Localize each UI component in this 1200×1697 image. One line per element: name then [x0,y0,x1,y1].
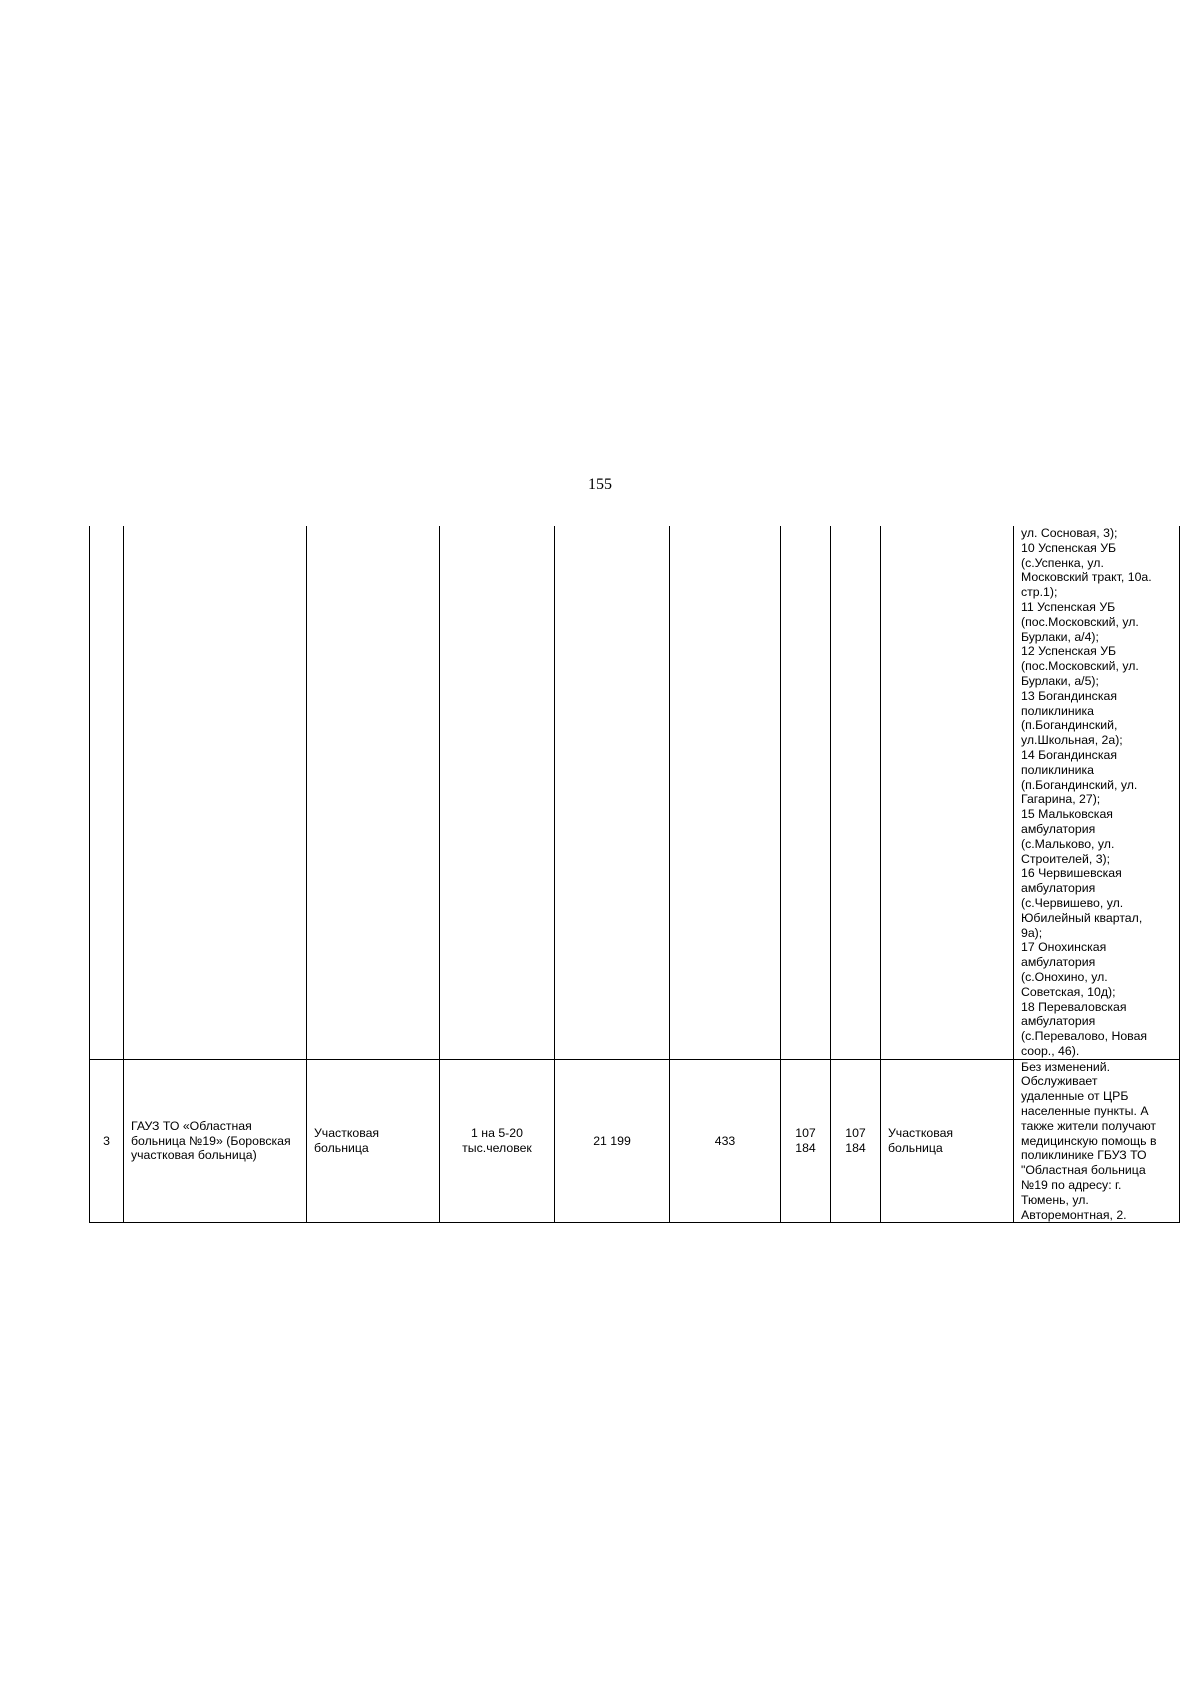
col7-line: 184 [795,1141,816,1156]
facility-type-line: Участковая [314,1126,380,1141]
notes-line: 15 Мальковская [1021,807,1113,822]
notes-line: "Областная больница [1021,1163,1146,1178]
notes-line: амбулатория [1021,1014,1096,1029]
notes-line: Авторемонтная, 2. [1021,1207,1127,1222]
col7-line: 107 [795,1126,816,1141]
notes-line: удаленные от ЦРБ [1021,1089,1129,1104]
cell-empty [555,526,670,1059]
facility-name-cell [124,1059,307,1223]
cell-empty [781,526,831,1059]
table-row [90,526,1180,1059]
norm-line: 1 на 5-20 [471,1126,523,1141]
notes-line: соор., 46). [1021,1043,1080,1058]
cell-empty [90,526,124,1059]
col8-cell [831,1059,881,1223]
notes-line: поликлиника [1021,703,1094,718]
cell-empty [881,526,1014,1059]
notes-line: 11 Успенская УБ [1021,599,1116,614]
notes-line: (пос.Московский, ул. [1021,614,1139,629]
notes-line: Тюмень, ул. [1021,1192,1089,1207]
row-number: 3 [90,1059,124,1223]
notes-line: №19 по адресу: г. [1021,1178,1122,1193]
notes-line: также жители получают [1021,1118,1157,1133]
notes-line: 10 Успенская УБ [1021,540,1117,555]
facility-type-line: больница [314,1141,369,1156]
notes-line: медицинскую помощь в [1021,1133,1157,1148]
table-row [90,1059,1180,1223]
notes-line: поликлинике ГБУЗ ТО [1021,1148,1147,1163]
facility-name-line: участковая больница) [131,1148,257,1163]
facility-name-line: больница №19» (Боровская [131,1133,291,1148]
notes-line: поликлиника [1021,762,1094,777]
notes-line: (п.Богандинский, ул. [1021,777,1138,792]
notes-line: 9а); [1021,925,1043,940]
notes-line: 18 Переваловская [1021,999,1127,1014]
col8-line: 184 [845,1141,866,1156]
cell-empty [831,526,881,1059]
notes-line: 12 Успенская УБ [1021,644,1117,659]
notes-line: ул.Школьная, 2а); [1021,733,1123,748]
notes-line: стр.1); [1021,585,1058,600]
notes-line: Бурлаки, а/5); [1021,673,1099,688]
notes-line: 17 Онохинская [1021,940,1107,955]
notes-line: Московский тракт, 10а. [1021,570,1152,585]
notes-cell [1014,1059,1180,1223]
notes-line: (с.Онохино, ул. [1021,969,1108,984]
notes-cell [1014,526,1180,1059]
notes-line: амбулатория [1021,881,1096,896]
facility-name-line: ГАУЗ ТО «Областная [131,1118,252,1133]
notes-line: Строителей, 3); [1021,851,1111,866]
facility-type-cell [307,1059,440,1223]
norm-line: тыс.человек [462,1141,532,1156]
population-cell: 21 199 [555,1059,670,1223]
notes-line: (с.Перевалово, Новая [1021,1029,1148,1044]
notes-line: населенные пункты. А [1021,1104,1149,1119]
notes-line: (с.Успенка, ул. [1021,555,1104,570]
page-number: 155 [588,476,612,493]
notes-line: 14 Богандинская [1021,747,1117,762]
notes-line: Гагарина, 27); [1021,792,1101,807]
notes-line: Обслуживает [1021,1074,1098,1089]
cell-empty [124,526,307,1059]
notes-line: (п.Богандинский, [1021,718,1118,733]
notes-line: Юбилейный квартал, [1021,910,1143,925]
norm-cell [440,1059,555,1223]
col8-line: 107 [845,1126,866,1141]
cell-empty [440,526,555,1059]
notes-line: (с.Мальково, ул. [1021,836,1115,851]
cell-empty [670,526,781,1059]
notes-line: (пос.Московский, ул. [1021,659,1139,674]
value-cell: 433 [670,1059,781,1223]
new-type-line: Участковая [888,1126,954,1141]
notes-line: 13 Богандинская [1021,688,1117,703]
notes-line: Бурлаки, а/4); [1021,629,1099,644]
new-type-line: больница [888,1141,943,1156]
notes-line: амбулатория [1021,955,1096,970]
notes-line: Советская, 10д); [1021,984,1116,999]
new-type-cell [881,1059,1014,1223]
facilities-table [89,526,1180,1223]
notes-line: (с.Червишево, ул. [1021,895,1124,910]
notes-line: амбулатория [1021,821,1096,836]
cell-empty [307,526,440,1059]
col7-cell [781,1059,831,1223]
notes-line: 16 Червишевская [1021,866,1122,881]
notes-line: Без изменений. [1021,1059,1111,1074]
notes-line: ул. Сосновая, 3); [1021,526,1118,540]
